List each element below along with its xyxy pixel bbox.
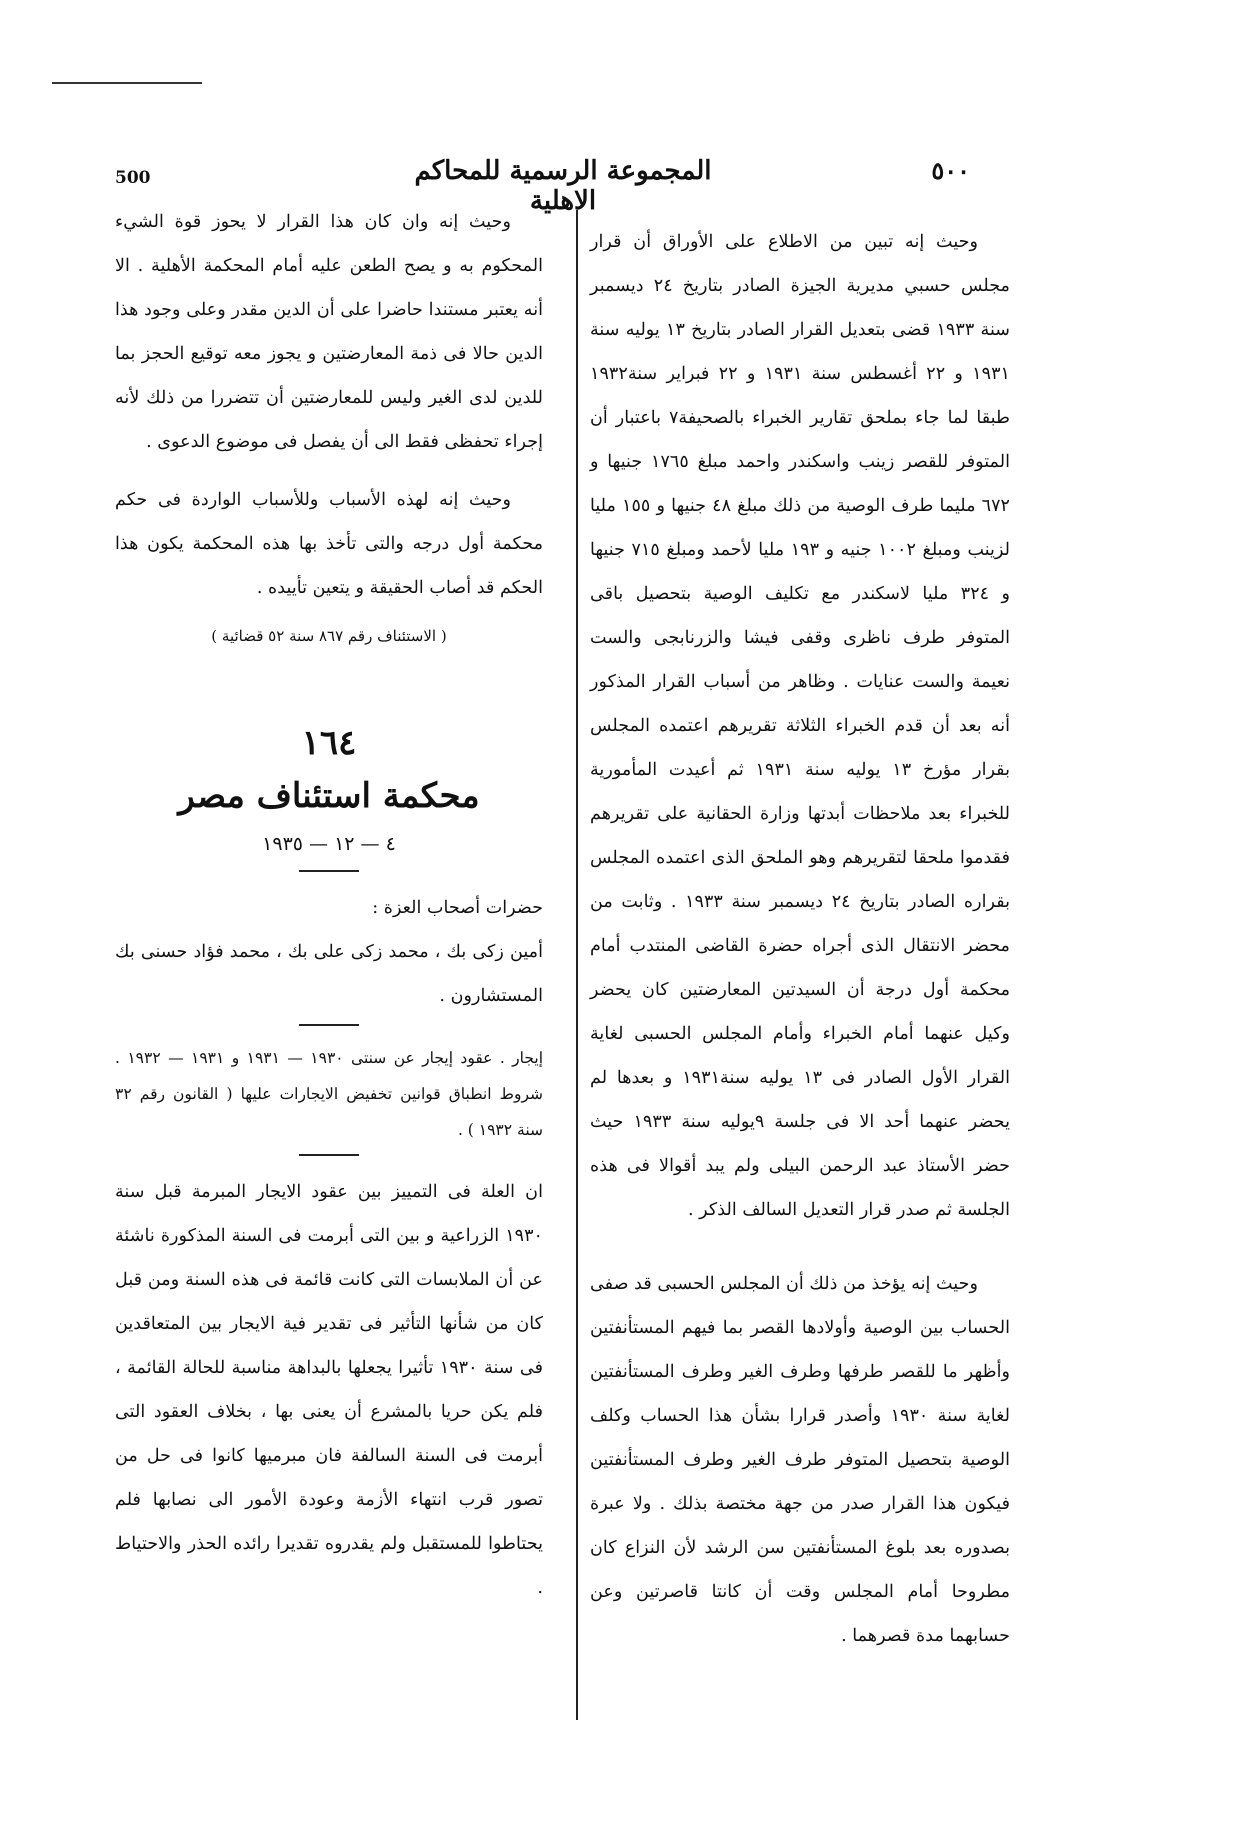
journal-title: المجموعة الرسمية للمحاكم الاهلية — [414, 156, 712, 216]
section-rule — [299, 1024, 359, 1026]
case-number: ١٦٤ — [301, 723, 357, 763]
paragraph: وحيث إنه يؤخذ من ذلك أن المجلس الحسبى قد صفى الحساب بين الوصية وأولادها القصر بما فيهم المستأنفتين وأظهر ما للقصر طرفها وطرف الغير وطرف المستأنفتين لغاية سنة ١٩٣٠ وأصدر قرارا بشأن هذا الحساب وكلف الوصية بتحصيل المتوفر طرف الغير وطرف المستأنفتين فيكون هذا القرار صدر من جهة مختصة بذلك . ولا عبرة بصدوره بعد بلوغ المستأنفتين سن الرشد لأن النزاع كان مطروحا أمام المجلس وقت أن كانتا قاصرتين وعن حسابهما مدة قصرهما . — [590, 1274, 1010, 1646]
column-divider — [576, 210, 578, 1720]
headnote-text: إيجار . عقود إيجار عن سنتى ١٩٣٠ — ١٩٣١ و ١٩٣١ — ١٩٣٢ . شروط انطباق قوانين تخفيض الايجارات عليها ( القانون رقم ٣٢ سنة ١٩٣٢ ) . — [115, 1049, 544, 1139]
paragraph: وحيث إنه تبين من الاطلاع على الأوراق أن قرار مجلس حسبي مديرية الجيزة الصادر بتاريخ ٢٤ ديسمبر سنة ١٩٣٣ قضى بتعديل القرار الصادر بتاريخ ١٣ يوليه سنة ١٩٣١ و ٢٢ أغسطس سنة ١٩٣١ و ٢٢ فبراير سنة١٩٣٢ طبقا لما جاء بملحق تقارير الخبراء بالصحيفة٧ باعتبار أن المتوفر للقصر زينب واسكندر واحمد مبلغ ١٧٦٥ جنيها و ٦٧٢ مليما طرف الوصية من ذلك مبلغ ٤٨ جنيها و ١٥٥ مليا لزينب ومبلغ ١٠٠٢ جنيه و ١٩٣ مليا لأحمد ومبلغ ٧١٥ جنيها و ٣٢٤ مليا لاسكندر مع تكليف الوصية بتحصيل باقى المتوفر طرف ناظرى وقفى فيشا والزرنابجى والست نعيمة والست عنايات . وظاهر من أسباب القرار المذكور أنه بعد أن قدم الخبراء الثلاثة تقريرهم اعتمده المجلس بقرار مؤرخ ١٣ يوليه سنة ١٩٣١ ثم أعيدت المأمورية للخبراء بعد ملاحظات أبدتها وزارة الحقانية على تقريرهم فقدموا ملحقا لتقريرهم وهو الملحق الذى اعتمده المجلس بقراره الصادر بتاريخ ٢٤ ديسمبر سنة ١٩٣٣ . وثابت من محضر الانتقال الذى أجراه حضرة القاضى المنتدب أمام محكمة أول درجة أن السيدتين المعارضتين كان يحضر وكيل عنهما أمام الخبراء وأمام المجلس الحسبى لغاية القرار الأول الصادر فى ١٣ يوليه سنة١٩٣١ و بعدها لم يحضر عنهما أحد الا فى جلسة ٩يوليه سنة ١٩٣٣ حيث حضر الأستاذ عبد الرحمن البيلى ولم يبد أقوالا فى هذه الجلسة ثم صدر قرار التعديل السالف الذكر . — [590, 232, 1011, 1220]
top-rule — [52, 82, 202, 84]
paragraph: ان العلة فى التمييز بين عقود الايجار المبرمة قبل سنة ١٩٣٠ الزراعية و بين التى أبرمت فى السنة المذكورة ناشئة عن أن الملابسات التى كانت قائمة فى هذه السنة ومن قبل كان من شأنها التأثير فى تقدير فية الايجار بين المتعاقدين فى سنة ١٩٣٠ تأثيرا يجعلها بالبداهة مناسبة للحالة القائمة ، فلم يكن حريا بالمشرع أن يعنى بها ، بخلاف العقود التى أبرمت فى السنة السالفة فان مبرميها كانوا فى حل من تصور قرب انتهاء الأزمة وعودة الأمور الى نصابها فلم يحتاطوا للمستقبل ولم يقدروه تقديرا رائده الحذر والاحتياط . — [115, 1182, 543, 1598]
ruling-body — [115, 1170, 543, 1610]
section-rule — [299, 870, 359, 872]
section-rule — [299, 1154, 359, 1156]
page-number-latin: 500 — [115, 168, 151, 188]
headnote — [115, 1040, 543, 1148]
case-reference: ( الاستئناف رقم ٨٦٧ سنة ٥٢ قضائية ) — [211, 627, 447, 645]
paragraph: وحيث إنه وان كان هذا القرار لا يحوز قوة الشيء المحكوم به و يصح الطعن عليه أمام المحكمة الأهلية . الا أنه يعتبر مستندا حاضرا على أن الدين مقدر وعلى وجود هذا الدين حالا فى ذمة المعارضتين و يجوز معه توقيع الحجز بما للدين لدى الغير وليس للمعارضتين أن تتضررا من ذلك لأنه إجراء تحفظى فقط الى أن يفصل فى موضوع الدعوى . — [115, 212, 543, 452]
judges-title: حضرات أصحاب العزة : — [372, 898, 543, 918]
page-number-arabic: ٥٠٠ — [931, 156, 970, 185]
judges-block — [115, 886, 543, 1018]
paragraph: وحيث إنه لهذه الأسباب وللأسباب الواردة فى حكم محكمة أول درجه والتى تأخذ بها هذه المحكمة يكون هذا الحكم قد أصاب الحقيقة و يتعين تأييده . — [115, 490, 543, 598]
right-column — [590, 220, 1010, 1658]
court-name: محكمة استئناف مصر — [178, 776, 480, 816]
left-column — [115, 200, 543, 1610]
judges-names: أمين زكى بك ، محمد زكى على بك ، محمد فؤاد حسنى بك المستشارون . — [115, 942, 543, 1006]
case-date: ٤ — ١٢ — ١٩٣٥ — [262, 833, 396, 855]
